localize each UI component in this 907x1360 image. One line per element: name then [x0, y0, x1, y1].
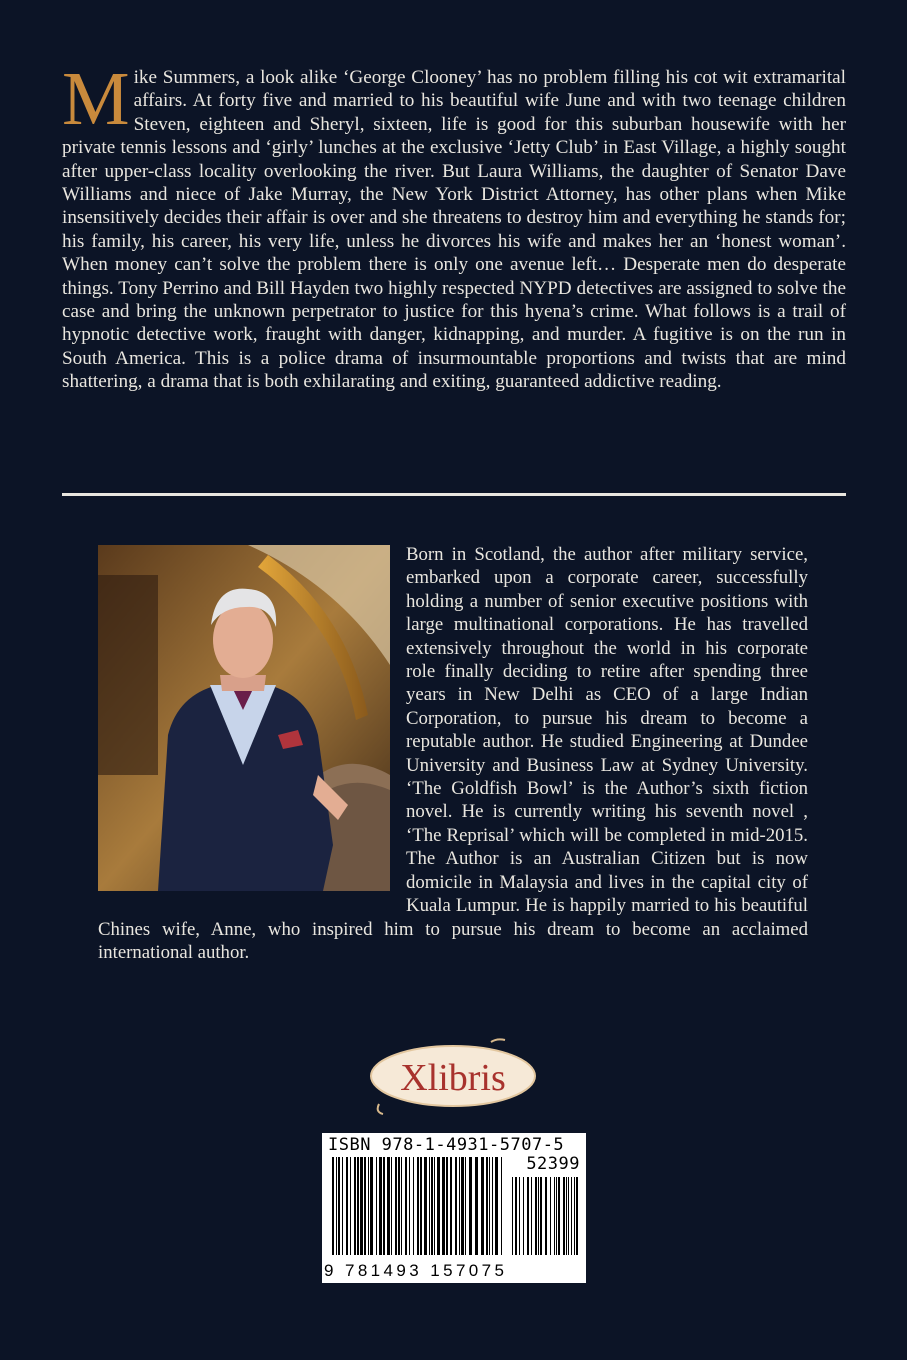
barcode-bar	[364, 1157, 366, 1255]
barcode-bar	[492, 1157, 493, 1255]
barcode-bar	[465, 1157, 466, 1255]
addon-bar	[554, 1177, 555, 1255]
barcode-bar	[450, 1157, 452, 1255]
addon-bar	[558, 1177, 560, 1255]
addon-bar	[540, 1177, 542, 1255]
barcode-bar	[350, 1157, 351, 1255]
addon-bar	[515, 1177, 517, 1255]
barcode-bar	[398, 1157, 400, 1255]
addon-bar	[519, 1177, 520, 1255]
barcode-bar	[501, 1157, 502, 1255]
barcode-bar	[429, 1157, 430, 1255]
addon-bar	[538, 1177, 539, 1255]
addon-code: 52399	[526, 1154, 580, 1174]
barcode-bar	[401, 1157, 402, 1255]
addon-bar	[563, 1177, 565, 1255]
barcode-bar	[446, 1157, 448, 1255]
addon-bar	[545, 1177, 547, 1255]
addon-bar	[574, 1177, 575, 1255]
bio-text: Born in Scotland, the author after military service, embarked upon a corporate career, successfully holding a number of senior executive positions with large multinational corporations. He has travelled extensively throughout the world in his corporate role finally deciding to retire after spending three years in New Delhi as CEO of a large Indian Corporation, to pursue his dream to become a reputable author. He studied Engineering at Dundee University and Business Law at Sydney University. ‘The Goldfish Bowl’ is the Author’s sixth fiction novel. He is currently writing his seventh novel , ‘The Reprisal’ which will be completed in mid-2015. The Author is an Australian Citizen but is now domicile in Malaysia and lives in the capital city of Kuala Lumpur. He is happily married to his beautiful Chines wife, Anne, who inspired him to pursue his dream to become an acclaimed international author.	[98, 544, 808, 963]
barcode-bar	[391, 1157, 392, 1255]
isbn-barcode	[322, 1133, 586, 1283]
addon-bar	[576, 1177, 578, 1255]
barcode-bar	[420, 1157, 422, 1255]
barcode-bar	[413, 1157, 414, 1255]
logo-text: Xlibris	[400, 1057, 506, 1099]
ean-digits: 9 781493 157075	[324, 1261, 508, 1280]
barcode-bar	[354, 1157, 356, 1255]
barcode-bar	[481, 1157, 484, 1255]
back-cover-blurb	[62, 57, 846, 394]
barcode-bar	[409, 1157, 410, 1255]
barcode-bar	[489, 1157, 490, 1255]
barcode-bar	[417, 1157, 419, 1255]
addon-bar	[550, 1177, 551, 1255]
addon-bar	[571, 1177, 572, 1255]
barcode-bar	[461, 1157, 464, 1255]
xlibris-logo	[365, 1032, 541, 1118]
author-photo	[98, 545, 390, 891]
barcode-bar	[424, 1157, 427, 1255]
barcode-bar	[387, 1157, 390, 1255]
barcode-bar	[405, 1157, 407, 1255]
barcode-bar	[360, 1157, 363, 1255]
barcode-bar	[346, 1157, 348, 1255]
barcode-bar	[370, 1157, 373, 1255]
isbn-label: ISBN 978-1-4931-5707-5	[328, 1135, 565, 1155]
barcode-bars	[328, 1157, 580, 1257]
addon-bar	[566, 1177, 567, 1255]
barcode-bar	[342, 1157, 343, 1255]
barcode-bar	[332, 1157, 334, 1255]
barcode-bar	[455, 1157, 457, 1255]
addon-bar	[527, 1177, 529, 1255]
barcode-bar	[459, 1157, 460, 1255]
section-divider	[62, 493, 846, 496]
drop-cap: M	[62, 57, 130, 141]
addon-bar	[556, 1177, 557, 1255]
barcode-bar	[475, 1157, 478, 1255]
addon-bar	[568, 1177, 569, 1255]
addon-bar	[512, 1177, 513, 1255]
barcode-bar	[495, 1157, 498, 1255]
barcode-bar	[376, 1157, 377, 1255]
author-bio	[98, 543, 808, 964]
barcode-bar	[437, 1157, 440, 1255]
blurb-text: ike Summers, a look alike ‘George Clooney’ has no problem filling his cot wit extramarital affairs. At forty five and married to his beautiful wife June and with two teenage children Steven, eighteen and Sheryl, sixteen, life is good for this suburban housewife with her private tennis lessons and ‘girly’ lunches at the exclusive ‘Jetty Club’ in East Village, a highly sought after upper-class locality overlooking the river. But Laura Williams, the daughter of Senator Dave Williams and niece of Jake Murray, the New York District Attorney, has other plans when Mike insensitively decides their affair is over and she threatens to destroy him and everything he stands for; his family, his career, his very life, unless he divorces his wife and makes her an ‘honest woman’. When money can’t solve the problem there is only one avenue left… Desperate men do desperate things. Tony Perrino and Bill Hayden two highly respected NYPD detectives are assigned to solve the case and bring the unknown perpetrator to justice for this hyena’s crime. What follows is a trail of hypnotic detective work, fraught with danger, kidnapping, and murder. A fugitive is on the run in South America. This is a police drama of insurmountable proportions and twists that are mind shattering, a drama that is both exhilarating and exiting, guaranteed addictive reading.	[62, 67, 846, 393]
barcode-bar	[442, 1157, 445, 1255]
barcode-bar	[469, 1157, 472, 1255]
addon-bar	[535, 1177, 537, 1255]
addon-bar	[523, 1177, 524, 1255]
barcode-bar	[338, 1157, 340, 1255]
barcode-bar	[434, 1157, 435, 1255]
barcode-bar	[357, 1157, 359, 1255]
barcode-bar	[486, 1157, 488, 1255]
barcode-bar	[395, 1157, 397, 1255]
barcode-bar	[383, 1157, 385, 1255]
barcode-bar	[368, 1157, 369, 1255]
barcode-bar	[336, 1157, 337, 1255]
barcode-bar	[379, 1157, 382, 1255]
addon-bar	[531, 1177, 532, 1255]
barcode-bar	[431, 1157, 433, 1255]
